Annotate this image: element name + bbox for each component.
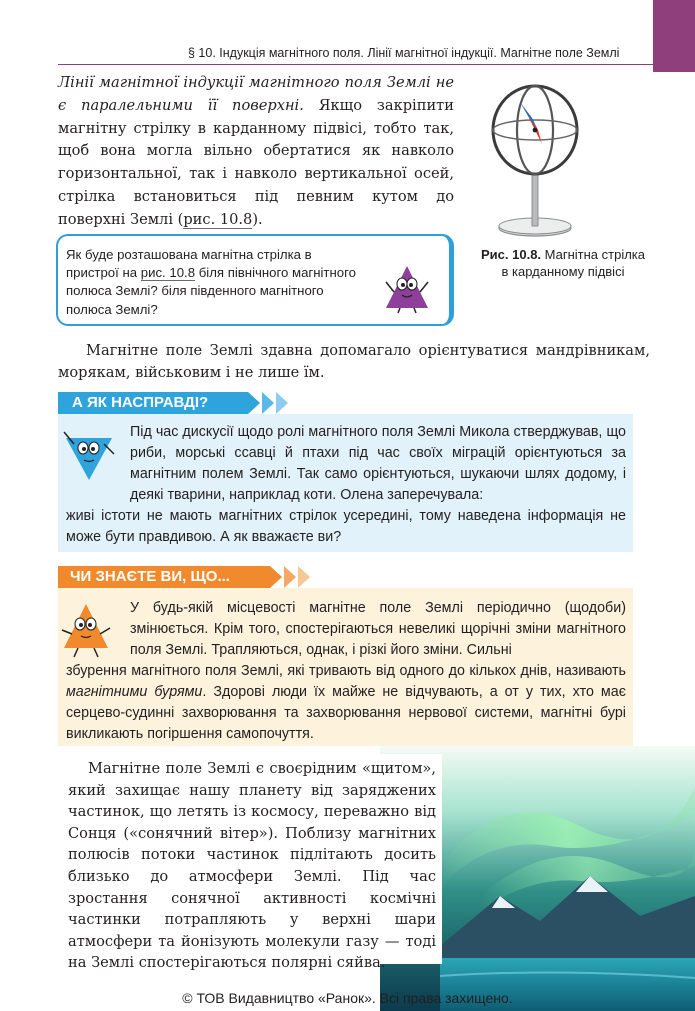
question-text: Як буде розташована магнітна стрілка в пристрої на рис. 10.8 біля північного магнітного полюса Землі? біля південного магнітного полюса Землі?: [66, 247, 356, 317]
gimbal-compass-figure: [480, 78, 590, 238]
question-figure-link[interactable]: рис. 10.8: [140, 265, 196, 281]
know-text: [66, 598, 626, 745]
intro-paragraph: [58, 72, 454, 232]
intro-end: ).: [252, 210, 263, 228]
know-text-indented: У будь-якій місцевості магнітне поле Землі періодично (щодоби) змінюється. Крім того, спостерігаються невеликі щорічні зміни магнітного поля Землі. Трапляються, однак, і різкі його зміни. Сильні: [130, 600, 626, 658]
navigation-paragraph: Магнітне поле Землі здавна допомагало орієнтуватися мандрівникам, морякам, військовим і не лише їм.: [58, 342, 650, 381]
figure-label: Рис. 10.8.: [481, 247, 542, 262]
intro-text: Якщо закріпити магнітну стрілку в карданному підвісі, тобто так, щоб вона могла вільно обертатися як навколо горизонтальної, так і навколо вертикальної осей, стрілка встановиться під певним кутом до поверхні Землі (: [58, 96, 454, 228]
chevron-icon: [248, 392, 260, 414]
know-text-full: збурення магнітного поля Землі, які тривають від одного до кількох днів, називають магнітними бурями. Здорові люди їх майже не відчувають, а от у тих, хто має серцево-судинні захворювання та захворювання нервової системи, магнітні бурі викликають погіршення самопочуття.: [66, 663, 627, 742]
intro-italic: Лінії магнітної індукції магнітного поля Землі не є паралельними її поверхні.: [58, 74, 454, 114]
really-text-indented: Під час дискусії щодо ролі магнітного поля Землі Микола стверджував, що риби, морські ссавці й птахи під час своїх міграцій орієнтуються за магнітним полем Землі. Так само орієнтуються, шукаючи шлях додому, і деякі тварини, наприклад коти. Олена заперечувала:: [130, 424, 626, 503]
chapter-tab: [653, 0, 695, 72]
chevron-icon: [262, 392, 274, 414]
chevron-icon: [276, 392, 288, 414]
chevron-icon: [284, 566, 296, 588]
mascot-triangle-icon: [382, 262, 432, 314]
header-band: [0, 0, 695, 40]
chevron-icon: [298, 566, 310, 588]
know-label: ЧИ ЗНАЄТЕ ВИ, ЩО...: [58, 566, 270, 588]
really-text: [66, 422, 626, 548]
chevron-icon: [270, 566, 282, 588]
shield-paragraph: Магнітне поле Землі є своєрідним «щитом», який захищає нашу планету від заряджених частинок, що летять із космосу, переважно від Сонця («сонячний вітер»). Поблизу магнітних полюсів потоки частинок підлітають досить близько до атмосфери Землі. Під час зростання сонячної активності космічні частинки потрапляють у верхні шари атмосфери та йонізують молекули газу — тоді на Землі спостерігаються полярні сяйва.: [68, 760, 436, 972]
header-rule: [58, 64, 653, 65]
copyright-footer: © ТОВ Видавництво «Ранок». Всі права захищено.: [182, 990, 513, 1006]
figure-caption-text: Магнітна стрілка в карданному підвісі: [501, 247, 645, 279]
figure-reference-link[interactable]: рис. 10.8: [183, 210, 253, 228]
really-text-full: живі істоти не мають магнітних стрілок усередині, тому наведена інформація не може бути правдивою. А як вважаєте ви?: [66, 508, 626, 545]
know-italic-term: магнітними бурями: [66, 684, 203, 700]
running-header: § 10. Індукція магнітного поля. Лінії магнітної індукції. Магнітне поле Землі: [188, 46, 620, 60]
figure-caption: [478, 246, 648, 280]
really-label: А ЯК НАСПРАВДІ?: [58, 392, 248, 414]
